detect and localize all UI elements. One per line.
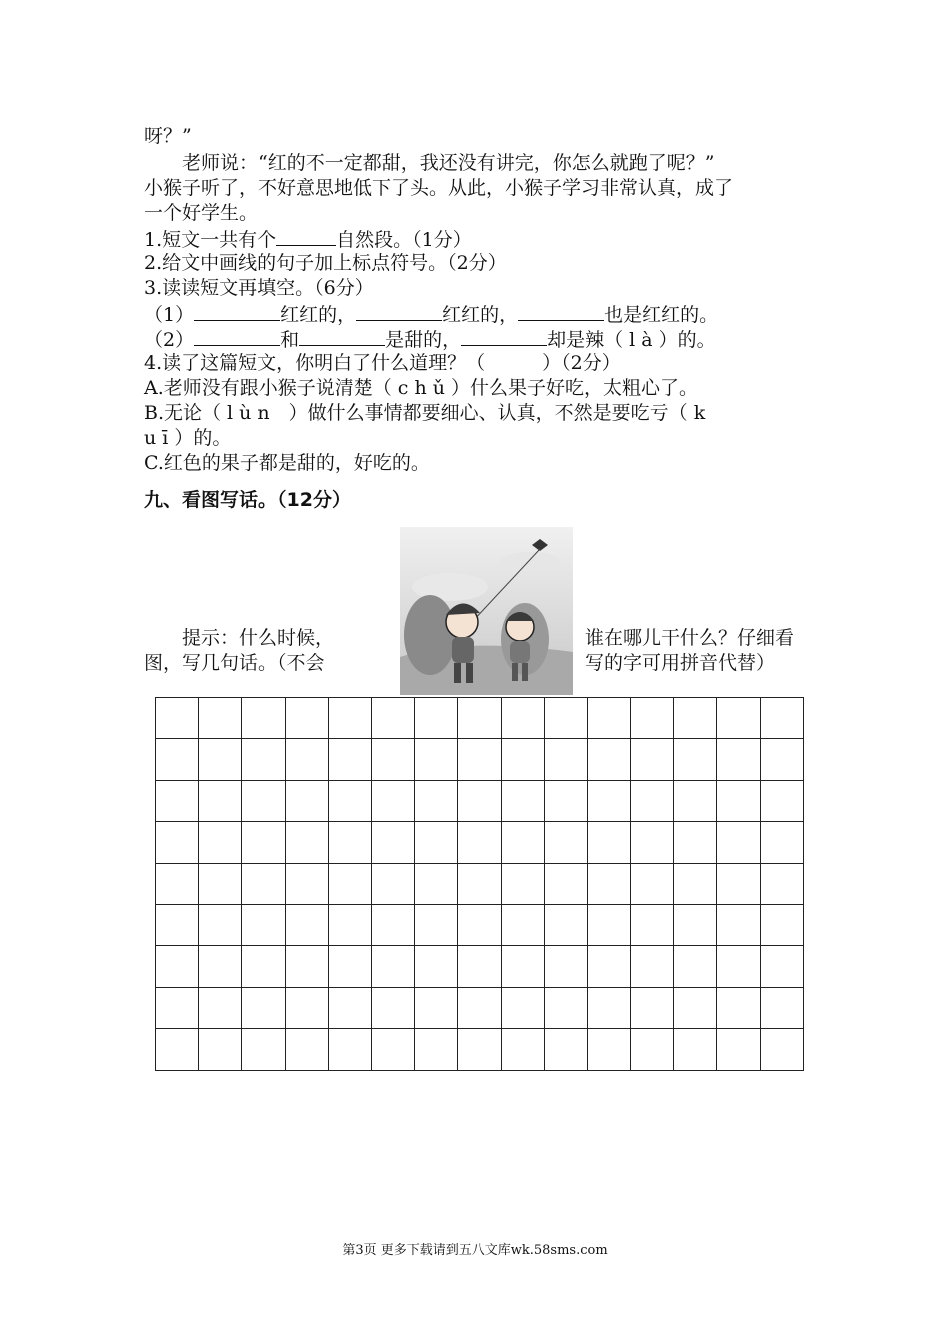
grid-cell[interactable] xyxy=(242,987,285,1028)
grid-cell[interactable] xyxy=(544,698,587,739)
grid-cell[interactable] xyxy=(544,946,587,987)
grid-cell[interactable] xyxy=(501,1029,544,1070)
answer-blank[interactable] xyxy=(461,327,547,346)
grid-cell[interactable] xyxy=(717,946,760,987)
question-text: 和 xyxy=(280,329,300,351)
grid-cell[interactable] xyxy=(501,822,544,863)
sub-label: （1） xyxy=(144,304,195,326)
grid-cell[interactable] xyxy=(587,863,630,904)
question-text: 自然段。（1分） xyxy=(336,229,472,251)
grid-cell[interactable] xyxy=(717,904,760,945)
hint-text: 写的字可用拼音代替） xyxy=(585,652,776,674)
grid-cell[interactable] xyxy=(328,946,371,987)
grid-cell[interactable] xyxy=(458,1029,501,1070)
grid-cell[interactable] xyxy=(631,739,674,780)
option-c: C.红色的果子都是甜的，好吃的。 xyxy=(144,452,430,474)
grid-row xyxy=(156,698,804,739)
grid-cell[interactable] xyxy=(242,739,285,780)
grid-cell[interactable] xyxy=(415,946,458,987)
grid-cell[interactable] xyxy=(717,780,760,821)
grid-cell[interactable] xyxy=(587,1029,630,1070)
grid-cell[interactable] xyxy=(285,822,328,863)
grid-cell[interactable] xyxy=(285,698,328,739)
grid-cell[interactable] xyxy=(760,946,803,987)
answer-blank[interactable] xyxy=(194,327,280,346)
passage-line: 呀？” xyxy=(144,125,192,147)
grid-cell[interactable] xyxy=(631,822,674,863)
grid-row xyxy=(156,1029,804,1070)
grid-cell[interactable] xyxy=(328,780,371,821)
grid-cell[interactable] xyxy=(760,739,803,780)
grid-cell[interactable] xyxy=(415,739,458,780)
grid-cell[interactable] xyxy=(242,822,285,863)
grid-cell[interactable] xyxy=(544,822,587,863)
grid-cell[interactable] xyxy=(199,946,242,987)
grid-cell[interactable] xyxy=(717,1029,760,1070)
grid-cell[interactable] xyxy=(544,780,587,821)
question-text: 红红的， xyxy=(442,304,519,326)
grid-cell[interactable] xyxy=(544,739,587,780)
grid-cell[interactable] xyxy=(631,1029,674,1070)
passage-line: 小猴子听了，不好意思地低下了头。从此，小猴子学习非常认真，成了 xyxy=(144,177,734,199)
grid-cell[interactable] xyxy=(501,904,544,945)
question-4: 4.读了这篇短文，你明白了什么道理？（ ）（2分） xyxy=(144,352,621,374)
grid-cell[interactable] xyxy=(199,904,242,945)
grid-row xyxy=(156,904,804,945)
grid-cell[interactable] xyxy=(156,863,199,904)
page-footer: 第3页 更多下载请到五八文库wk.58sms.com xyxy=(342,1243,608,1258)
grid-cell[interactable] xyxy=(199,780,242,821)
grid-cell[interactable] xyxy=(458,822,501,863)
grid-cell[interactable] xyxy=(415,822,458,863)
option-b: B.无论（ l ù n ）做什么事情都要细心、认真，不然是要吃亏（ k xyxy=(144,402,706,424)
answer-blank[interactable] xyxy=(276,227,336,246)
grid-cell[interactable] xyxy=(631,780,674,821)
answer-blank[interactable] xyxy=(299,327,385,346)
grid-cell[interactable] xyxy=(458,780,501,821)
grid-cell[interactable] xyxy=(587,904,630,945)
question-3-2 xyxy=(144,327,716,351)
answer-blank[interactable] xyxy=(194,302,280,321)
grid-cell[interactable] xyxy=(371,780,414,821)
grid-cell[interactable] xyxy=(285,904,328,945)
grid-cell[interactable] xyxy=(760,863,803,904)
hint-text: 图，写几句话。（不会 xyxy=(144,652,325,674)
grid-cell[interactable] xyxy=(156,739,199,780)
question-text: 1.短文一共有个 xyxy=(144,229,277,251)
grid-cell[interactable] xyxy=(156,904,199,945)
hint-text: 谁在哪儿干什么？仔细看 xyxy=(585,627,795,649)
grid-cell[interactable] xyxy=(501,946,544,987)
grid-cell[interactable] xyxy=(242,1029,285,1070)
grid-row xyxy=(156,987,804,1028)
grid-cell[interactable] xyxy=(458,904,501,945)
grid-cell[interactable] xyxy=(587,946,630,987)
grid-cell[interactable] xyxy=(674,904,717,945)
grid-cell[interactable] xyxy=(199,863,242,904)
grid-cell[interactable] xyxy=(242,946,285,987)
grid-cell[interactable] xyxy=(717,863,760,904)
grid-cell[interactable] xyxy=(458,739,501,780)
grid-cell[interactable] xyxy=(199,698,242,739)
grid-cell[interactable] xyxy=(328,822,371,863)
grid-cell[interactable] xyxy=(717,698,760,739)
hint-text: 提示：什么时候， xyxy=(182,627,335,649)
grid-cell[interactable] xyxy=(242,698,285,739)
kids-flying-kite-image xyxy=(400,527,573,695)
question-1 xyxy=(144,227,472,251)
answer-blank[interactable] xyxy=(356,302,442,321)
grid-cell[interactable] xyxy=(156,1029,199,1070)
grid-cell[interactable] xyxy=(242,863,285,904)
grid-cell[interactable] xyxy=(371,1029,414,1070)
writing-grid[interactable] xyxy=(155,697,804,1071)
grid-cell[interactable] xyxy=(371,822,414,863)
grid-cell[interactable] xyxy=(717,739,760,780)
grid-cell[interactable] xyxy=(415,904,458,945)
question-3: 3.读读短文再填空。（6分） xyxy=(144,277,374,299)
grid-cell[interactable] xyxy=(587,739,630,780)
option-b-cont: u ī ）的。 xyxy=(144,427,232,449)
grid-cell[interactable] xyxy=(328,1029,371,1070)
grid-cell[interactable] xyxy=(242,904,285,945)
grid-row xyxy=(156,739,804,780)
grid-cell[interactable] xyxy=(674,863,717,904)
question-text: 也是红红的。 xyxy=(604,304,719,326)
grid-cell[interactable] xyxy=(199,739,242,780)
grid-row xyxy=(156,780,804,821)
grid-cell[interactable] xyxy=(156,698,199,739)
grid-cell[interactable] xyxy=(674,822,717,863)
grid-cell[interactable] xyxy=(501,780,544,821)
grid-cell[interactable] xyxy=(415,987,458,1028)
grid-cell[interactable] xyxy=(760,1029,803,1070)
grid-cell[interactable] xyxy=(415,780,458,821)
grid-cell[interactable] xyxy=(631,987,674,1028)
grid-cell[interactable] xyxy=(544,904,587,945)
grid-row xyxy=(156,946,804,987)
grid-cell[interactable] xyxy=(458,946,501,987)
grid-cell[interactable] xyxy=(415,698,458,739)
question-text: 却是辣（ l à ）的。 xyxy=(547,329,716,351)
grid-cell[interactable] xyxy=(674,698,717,739)
grid-cell[interactable] xyxy=(587,698,630,739)
option-a: A.老师没有跟小猴子说清楚（ c h ǔ ）什么果子好吃，太粗心了。 xyxy=(144,377,699,399)
grid-cell[interactable] xyxy=(285,863,328,904)
answer-blank[interactable] xyxy=(518,302,604,321)
grid-cell[interactable] xyxy=(328,987,371,1028)
passage-line: 老师说：“红的不一定都甜，我还没有讲完，你怎么就跑了呢？” xyxy=(182,152,715,174)
question-text: 红红的， xyxy=(280,304,357,326)
grid-cell[interactable] xyxy=(674,739,717,780)
grid-cell[interactable] xyxy=(717,987,760,1028)
grid-cell[interactable] xyxy=(544,863,587,904)
grid-cell[interactable] xyxy=(371,739,414,780)
grid-cell[interactable] xyxy=(156,987,199,1028)
grid-cell[interactable] xyxy=(156,822,199,863)
grid-cell[interactable] xyxy=(285,987,328,1028)
kite-illustration xyxy=(400,527,573,695)
grid-cell[interactable] xyxy=(501,863,544,904)
grid-cell[interactable] xyxy=(328,904,371,945)
grid-cell[interactable] xyxy=(631,863,674,904)
grid-cell[interactable] xyxy=(458,863,501,904)
grid-cell[interactable] xyxy=(242,780,285,821)
grid-cell[interactable] xyxy=(458,987,501,1028)
grid-cell[interactable] xyxy=(587,987,630,1028)
grid-cell[interactable] xyxy=(199,987,242,1028)
grid-cell[interactable] xyxy=(631,698,674,739)
grid-cell[interactable] xyxy=(285,739,328,780)
grid-cell[interactable] xyxy=(760,822,803,863)
grid-cell[interactable] xyxy=(544,987,587,1028)
passage-line: 一个好学生。 xyxy=(144,202,259,224)
grid-cell[interactable] xyxy=(371,698,414,739)
grid-cell[interactable] xyxy=(501,987,544,1028)
grid-cell[interactable] xyxy=(458,698,501,739)
grid-cell[interactable] xyxy=(371,863,414,904)
grid-cell[interactable] xyxy=(328,739,371,780)
grid-cell[interactable] xyxy=(501,739,544,780)
grid-cell[interactable] xyxy=(199,822,242,863)
grid-cell[interactable] xyxy=(156,946,199,987)
question-3-1 xyxy=(144,302,718,326)
grid-cell[interactable] xyxy=(674,946,717,987)
grid-cell[interactable] xyxy=(371,904,414,945)
grid-cell[interactable] xyxy=(631,904,674,945)
grid-cell[interactable] xyxy=(415,1029,458,1070)
grid-cell[interactable] xyxy=(760,987,803,1028)
grid-cell[interactable] xyxy=(587,780,630,821)
grid-cell[interactable] xyxy=(415,863,458,904)
grid-cell[interactable] xyxy=(674,780,717,821)
grid-cell[interactable] xyxy=(199,1029,242,1070)
grid-cell[interactable] xyxy=(717,822,760,863)
grid-row xyxy=(156,822,804,863)
grid-cell[interactable] xyxy=(285,780,328,821)
sub-label: （2） xyxy=(144,329,195,351)
grid-cell[interactable] xyxy=(328,863,371,904)
grid-cell[interactable] xyxy=(587,822,630,863)
grid-cell[interactable] xyxy=(501,698,544,739)
section-heading: 九、看图写话。（12分） xyxy=(144,489,351,511)
grid-cell[interactable] xyxy=(371,987,414,1028)
question-text: 是甜的， xyxy=(385,329,462,351)
grid-cell[interactable] xyxy=(760,780,803,821)
grid-cell[interactable] xyxy=(371,946,414,987)
grid-cell[interactable] xyxy=(631,946,674,987)
grid-cell[interactable] xyxy=(674,987,717,1028)
grid-cell[interactable] xyxy=(760,698,803,739)
grid-cell[interactable] xyxy=(285,1029,328,1070)
grid-cell[interactable] xyxy=(544,1029,587,1070)
grid-cell[interactable] xyxy=(285,946,328,987)
grid-cell[interactable] xyxy=(674,1029,717,1070)
grid-cell[interactable] xyxy=(760,904,803,945)
grid-cell[interactable] xyxy=(328,698,371,739)
grid-cell[interactable] xyxy=(156,780,199,821)
question-2: 2.给文中画线的句子加上标点符号。（2分） xyxy=(144,252,507,274)
grid-row xyxy=(156,863,804,904)
